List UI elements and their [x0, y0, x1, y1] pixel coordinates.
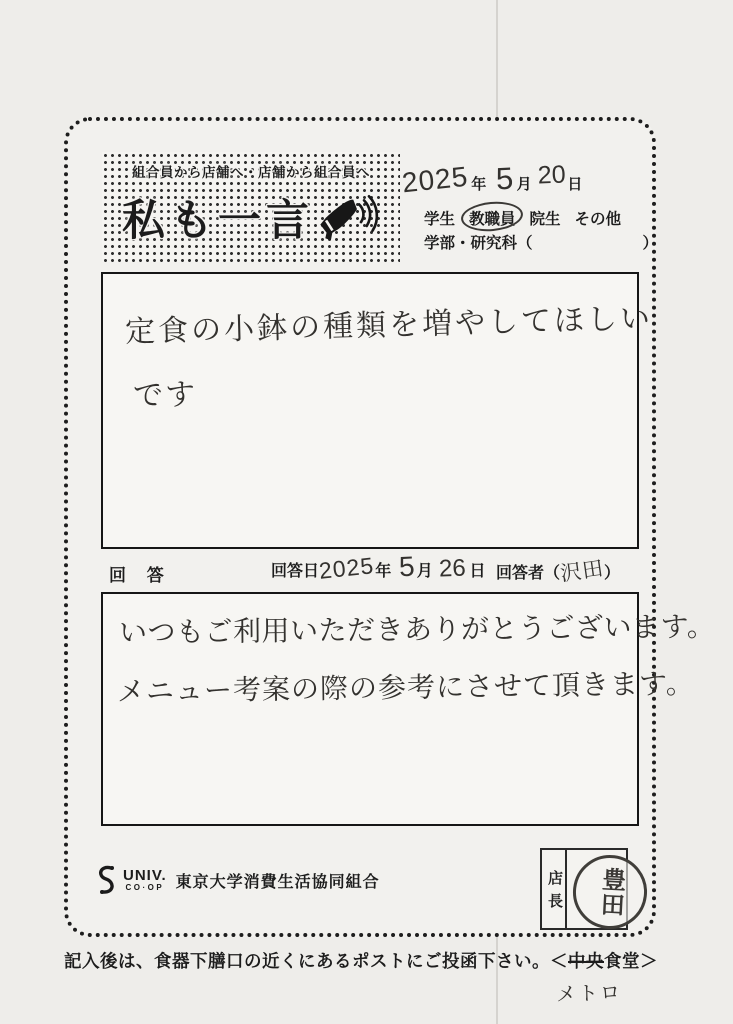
card-title: 私も一言: [122, 197, 314, 245]
coop-logo-icon: [94, 864, 118, 896]
stamp-name: 豊田: [595, 866, 625, 918]
answer-year-handwritten: 2025: [317, 552, 376, 584]
header-title-row: [102, 187, 400, 248]
coop-logo-coop: CO·OP: [125, 883, 165, 892]
answer-responder-line: [496, 555, 620, 585]
date-month-handwritten: 5: [495, 160, 515, 197]
hanko-stamp: [569, 851, 651, 933]
megaphone-icon: [316, 190, 383, 244]
handwritten-circle-mark: [460, 199, 524, 233]
date-day-handwritten: 20: [536, 160, 566, 190]
answer-day-label: 日: [469, 563, 486, 580]
coop-logo-text: [123, 868, 167, 892]
answer-date-line: [271, 551, 486, 583]
request-comment-box: [101, 272, 654, 549]
responder-suffix: ）: [604, 565, 621, 582]
department-prefix: 学部・研究科（: [424, 235, 533, 252]
affiliation-options: [424, 207, 621, 229]
answer-day-handwritten: 26: [438, 554, 466, 583]
header-tagline: 組合員から店舗へ・店舗から組合員へ: [132, 165, 370, 180]
request-handwritten-line2: です: [132, 378, 198, 413]
date-year-handwritten: 2025: [400, 160, 470, 199]
organization-row: [94, 864, 380, 896]
date-day-label: 日: [567, 176, 583, 193]
date-line: [402, 161, 582, 197]
answer-handwritten-line2: メニュー考案の際の参考にさせて頂きます。: [116, 667, 695, 708]
organization-name: 東京大学消費生活協同組合: [175, 873, 380, 891]
answer-section-label: 回 答: [109, 566, 172, 585]
footer-instruction: [64, 948, 658, 973]
department-suffix: ）: [642, 235, 658, 252]
affiliation-option-faculty: [469, 207, 516, 229]
responder-label: 回答者（: [496, 565, 561, 582]
date-month-label: 月: [516, 176, 532, 193]
affiliation-option-faculty-label: 教職員: [469, 211, 516, 228]
answer-year-label: 年: [375, 563, 392, 580]
card-header: [102, 152, 400, 262]
answer-month-handwritten: 5: [398, 550, 416, 583]
stamp-role-label: 店長: [542, 850, 567, 928]
answer-date-label: 回答日: [271, 563, 320, 580]
request-handwritten-line1: 定食の小鉢の種類を増やしてほしい: [124, 302, 654, 349]
responder-name-handwritten: 沢田: [558, 557, 606, 586]
footer-instruction-suffix: 食堂＞: [604, 951, 658, 971]
coop-logo-univ: UNIV.: [123, 867, 167, 884]
department-line: [424, 231, 658, 253]
footer-instruction-prefix: 記入後は、食器下膳口の近くにあるポストにご投函下さい。＜: [64, 951, 568, 971]
feedback-card: [64, 117, 716, 937]
affiliation-option-other: その他: [574, 211, 622, 228]
affiliation-option-grad: 院生: [529, 211, 561, 228]
answer-month-label: 月: [416, 563, 433, 580]
answer-comment-box: [101, 592, 716, 826]
footer-struck-location: 中央: [568, 951, 604, 971]
footer-handwritten-note: メトロ: [555, 981, 623, 1007]
date-year-label: 年: [471, 176, 487, 193]
manager-stamp-box: [540, 848, 628, 930]
answer-handwritten-line1: いつもご利用いただきありがとうございます。: [118, 610, 716, 649]
affiliation-option-student: 学生: [424, 211, 456, 228]
